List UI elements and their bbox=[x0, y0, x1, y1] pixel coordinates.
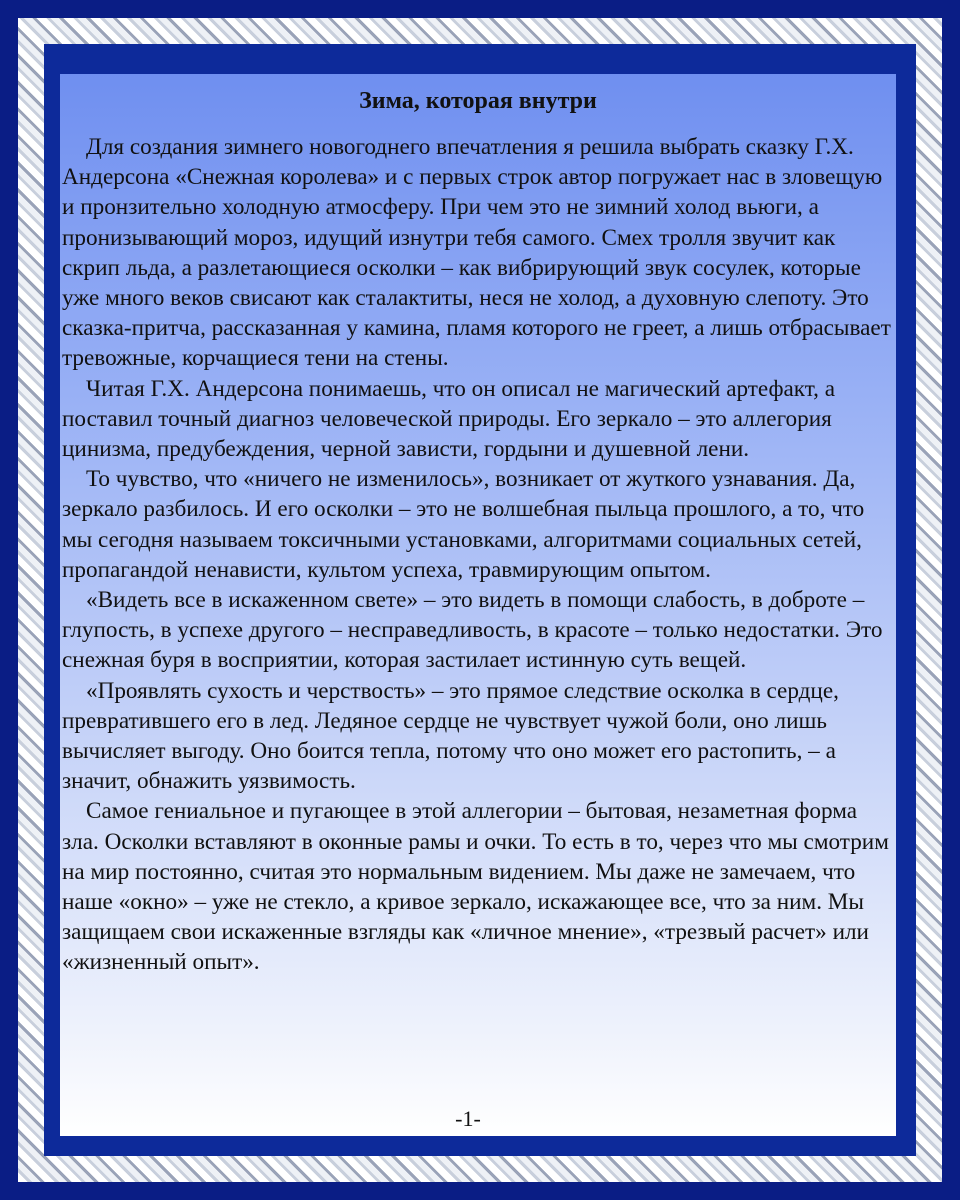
paragraph-6: Самое гениальное и пугающее в этой аллегории – бытовая, незаметная форма зла. Осколки вставляют в оконные рамы и очки. То есть в то, через что мы смотрим на мир постоянно, считая это нормальным видением. Мы даже не замечаем, что наше «окно» – уже не стекло, а кривое зеркало, искажающее все, что за ним. Мы защищаем свои искаженные взгляды как «личное мнение», «трезвый расчет» или «жизненный опыт». bbox=[62, 798, 889, 976]
document-title: Зима, которая внутри bbox=[359, 88, 597, 114]
paragraph-4: «Видеть все в искаженном свете» – это видеть в помощи слабость, в доброте – глупость, в успехе другого – несправедливость, в красоте – только недостатки. Это снежная буря в восприятии, которая застилает истинную суть вещей. bbox=[62, 587, 883, 674]
document-sheet bbox=[60, 74, 896, 1136]
document-body bbox=[62, 132, 894, 978]
paragraph-2: Читая Г.Х. Андерсона понимаешь, что он описал не магический артефакт, а поставил точный диагноз человеческой природы. Его зеркало – это аллегория цинизма, предубеждения, черной зависти, гордыни и душевной лени. bbox=[62, 375, 836, 463]
paragraph-1: Для создания зимнего новогоднего впечатления я решила выбрать сказку Г.Х. Андерсона «Снежная королева» и с первых строк автор погружает нас в зловещую и пронзительно холодную атмосферу. При чем это не зимний холод вьюги, а пронизывающий мороз, идущий изнутри тебя самого. Смех тролля звучит как скрип льда, а разлетающиеся осколки – как вибрирующий звук сосулек, которые уже много веков свисают как сталактиты, неся не холод, а духовную слепоту. Это сказка-притча, рассказанная у камина, пламя которого не греет, а лишь отбрасывает тревожные, корчащиеся тени на стены. bbox=[62, 134, 891, 372]
paragraph-5: «Проявлять сухость и черствость» – это прямое следствие осколка в сердце, превратившего его в лед. Ледяное сердце не чувствует чужой боли, оно лишь вычисляет выгоду. Оно боится тепла, потому что оно может его растопить, – а значит, обнажить уязвимость. bbox=[62, 677, 839, 795]
page-number: -1- bbox=[455, 1106, 481, 1131]
paragraph-3: То чувство, что «ничего не изменилось», возникает от жуткого узнавания. Да, зеркало разбилось. И его осколки – это не волшебная пыльца прошлого, а то, что мы сегодня называем токсичными установками, алгоритмами социальных сетей, пропагандой ненависти, культом успеха, травмирующим опытом. bbox=[62, 466, 865, 583]
